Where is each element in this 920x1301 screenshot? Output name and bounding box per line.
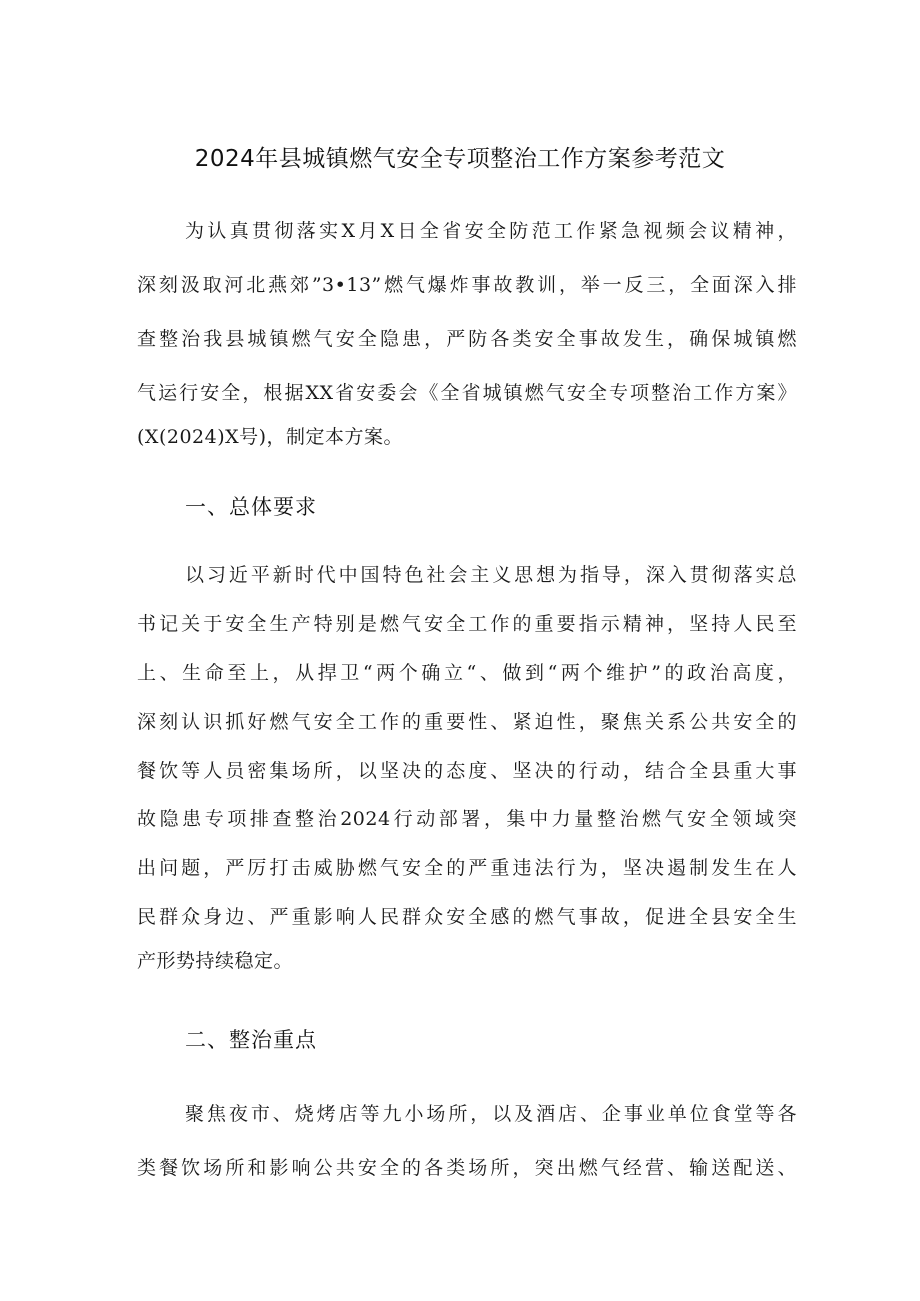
section-heading: 一、总体要求 [185,495,317,519]
document-title: 2024年县城镇燃气安全专项整治工作方案参考范文 [194,146,726,172]
paragraph-line: 聚焦夜市、烧烤店等九小场所，以及酒店、企事业单位食堂等各 [185,1103,797,1125]
intro-line: 为认真贯彻落实X月X日全省安全防范工作紧急视频会议精神， [185,220,797,242]
intro-line: 深刻汲取河北燕郊”3•13”燃气爆炸事故教训，举一反三，全面深入排 [137,274,797,296]
intro-line: (X(2024)X号)，制定本方案。 [137,426,404,448]
paragraph-line: 以习近平新时代中国特色社会主义思想为指导，深入贯彻落实总 [185,564,797,586]
paragraph-line: 出问题，严厉打击威胁燃气安全的严重违法行为，坚决遏制发生在人 [137,857,797,879]
paragraph-line: 餐饮等人员密集场所，以坚决的态度、坚决的行动，结合全县重大事 [137,760,797,782]
paragraph-line: 深刻认识抓好燃气安全工作的重要性、紧迫性，聚焦关系公共安全的 [137,711,797,733]
paragraph-line: 产形势持续稳定。 [137,950,294,972]
paragraph-line: 类餐饮场所和影响公共安全的各类场所，突出燃气经营、输送配送、 [137,1157,797,1179]
paragraph-line: 民群众身边、严重影响人民群众安全感的燃气事故，促进全县安全生 [137,906,797,928]
intro-line: 查整治我县城镇燃气安全隐患，严防各类安全事故发生，确保城镇燃 [137,328,797,350]
section-heading: 二、整治重点 [185,1028,317,1052]
paragraph-line: 书记关于安全生产特别是燃气安全工作的重要指示精神，坚持人民至 [137,613,797,635]
intro-line: 气运行安全，根据XX省安委会《全省城镇燃气安全专项整治工作方案》 [137,382,797,404]
paragraph-line: 上、生命至上，从捍卫“两个确立“、做到“两个维护”的政治高度， [137,662,797,684]
paragraph-line: 故隐患专项排查整治2024行动部署，集中力量整治燃气安全领域突 [137,808,797,830]
